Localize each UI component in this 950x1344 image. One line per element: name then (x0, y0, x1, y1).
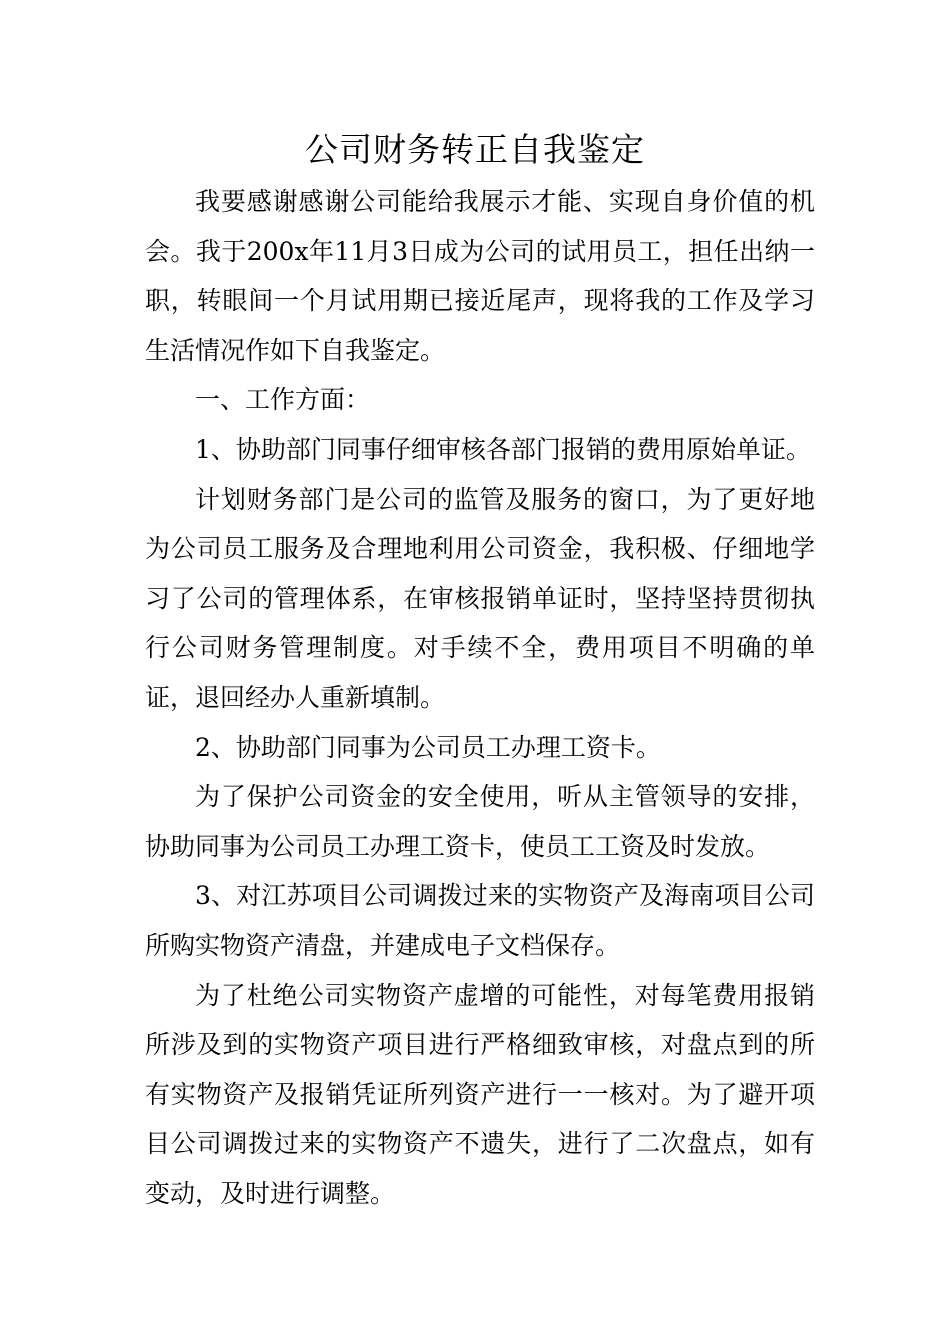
item-body-3: 为了杜绝公司实物资产虚增的可能性，对每笔费用报销所涉及到的实物资产项目进行严格细致审核，对盘点到的所有实物资产及报销凭证所列资产进行一一核对。为了避开项目公司调拨过来的实物资产不遗失，进行了二次盘点，如有变动，及时进行调整。 (145, 980, 815, 1208)
document-body (145, 177, 815, 1218)
document-title: 公司财务转正自我鉴定 (305, 130, 645, 169)
paragraph-intro: 我要感谢感谢公司能给我展示才能、实现自身价值的机会。我于200x年11月3日成为公司的试用员工，担任出纳一职，转眼间一个月试用期已接近尾声，现将我的工作及学习生活情况作如下自我鉴定。 (145, 187, 815, 365)
section-heading-work: 一、工作方面： (195, 385, 371, 415)
item-heading-2: 2、协助部门同事为公司员工办理工资卡。 (195, 732, 661, 762)
item-heading-3: 3、对江苏项目公司调拨过来的实物资产及海南项目公司所购实物资产清盘，并建成电子文档保存。 (145, 881, 815, 960)
item-heading-1: 1、协助部门同事仔细审核各部门报销的费用原始单证。 (195, 434, 811, 464)
item-body-2: 为了保护公司资金的安全使用，听从主管领导的安排，协助同事为公司员工办理工资卡，使员工工资及时发放。 (145, 782, 815, 861)
item-body-1: 计划财务部门是公司的监管及服务的窗口，为了更好地为公司员工服务及合理地利用公司资金，我积极、仔细地学习了公司的管理体系，在审核报销单证时，坚持坚持贯彻执行公司财务管理制度。对手续不全，费用项目不明确的单证，退回经办人重新填制。 (145, 484, 815, 712)
